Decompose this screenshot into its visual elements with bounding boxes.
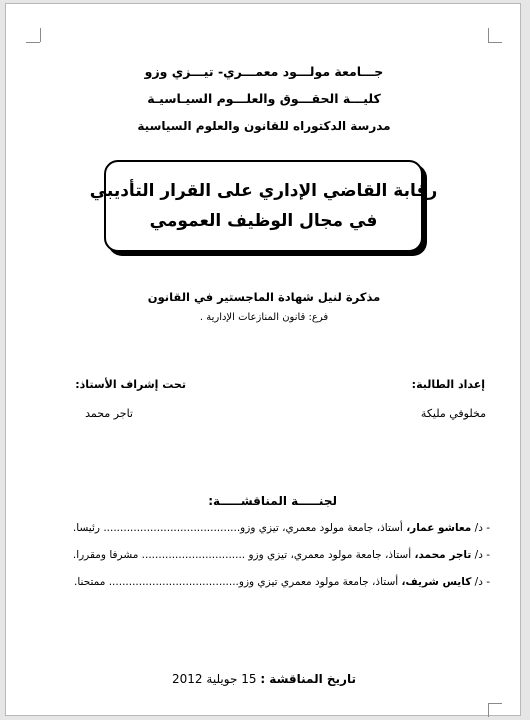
degree-branch: فرع: قانون المنازعات الإدارية . — [199, 312, 329, 323]
defense-date — [6, 672, 522, 686]
doctoral-school: مدرسة الدكتوراه للقانون والعلوم السياسية — [137, 119, 391, 133]
member-name: كايس شريف، — [401, 576, 472, 588]
supervisor-name: تاجر محمد — [85, 407, 133, 420]
university-name: جـــامعة مولـــود معمـــري- تيـــزي وزو — [144, 64, 384, 79]
defense-date-label: تاريخ المناقشة : — [260, 672, 356, 686]
student-name: مخلوفي مليكة — [420, 407, 486, 420]
member-prefix: - د/ — [474, 522, 490, 534]
member-role: رئيسا. — [72, 522, 100, 534]
crop-mark — [40, 28, 41, 42]
member-role: مشرفا ومقررا. — [72, 549, 139, 561]
member-name: تاجر محمد، — [414, 549, 472, 561]
crop-mark — [488, 703, 489, 717]
committee-heading: لجنـــــة المناقشـــــة: — [208, 494, 337, 508]
member-role: ممتحنا. — [74, 576, 106, 588]
thesis-title-line1: رقابة القاضي الإداري على القرار التأديبي — [89, 181, 438, 201]
degree-memo: مذكرة لنيل شهادة الماجستير في القانون — [147, 290, 381, 304]
member-details: أستاذ، جامعة مولود معمري تيزي وزو....................................... — [108, 576, 399, 588]
committee-member — [74, 576, 490, 588]
member-name: معاشو عمار، — [406, 522, 472, 534]
document-page — [5, 3, 521, 716]
supervisor-label: تحت إشراف الأستاذ: — [75, 378, 186, 391]
crop-mark — [488, 28, 489, 42]
faculty-name: كليـــة الحقـــوق والعلـــوم السيـاسيـة — [147, 91, 381, 106]
member-details: أستاذ، جامعة مولود معمري، تيزي وزو......................................... — [103, 522, 403, 534]
defense-date-value: 15 جويلية 2012 — [172, 672, 257, 686]
crop-mark — [488, 42, 502, 43]
committee-member — [73, 549, 490, 561]
student-label: إعداد الطالبة: — [411, 378, 485, 391]
member-prefix: - د/ — [474, 576, 490, 588]
thesis-title-box — [89, 160, 438, 252]
crop-mark — [488, 703, 502, 704]
member-details: أستاذ، جامعة مولود معمري، تيزي وزو ............................... — [141, 549, 412, 561]
member-prefix: - د/ — [474, 549, 490, 561]
crop-mark — [26, 42, 40, 43]
thesis-title-line2: في مجال الوظيف العمومي — [149, 211, 378, 231]
committee-member — [73, 522, 490, 534]
